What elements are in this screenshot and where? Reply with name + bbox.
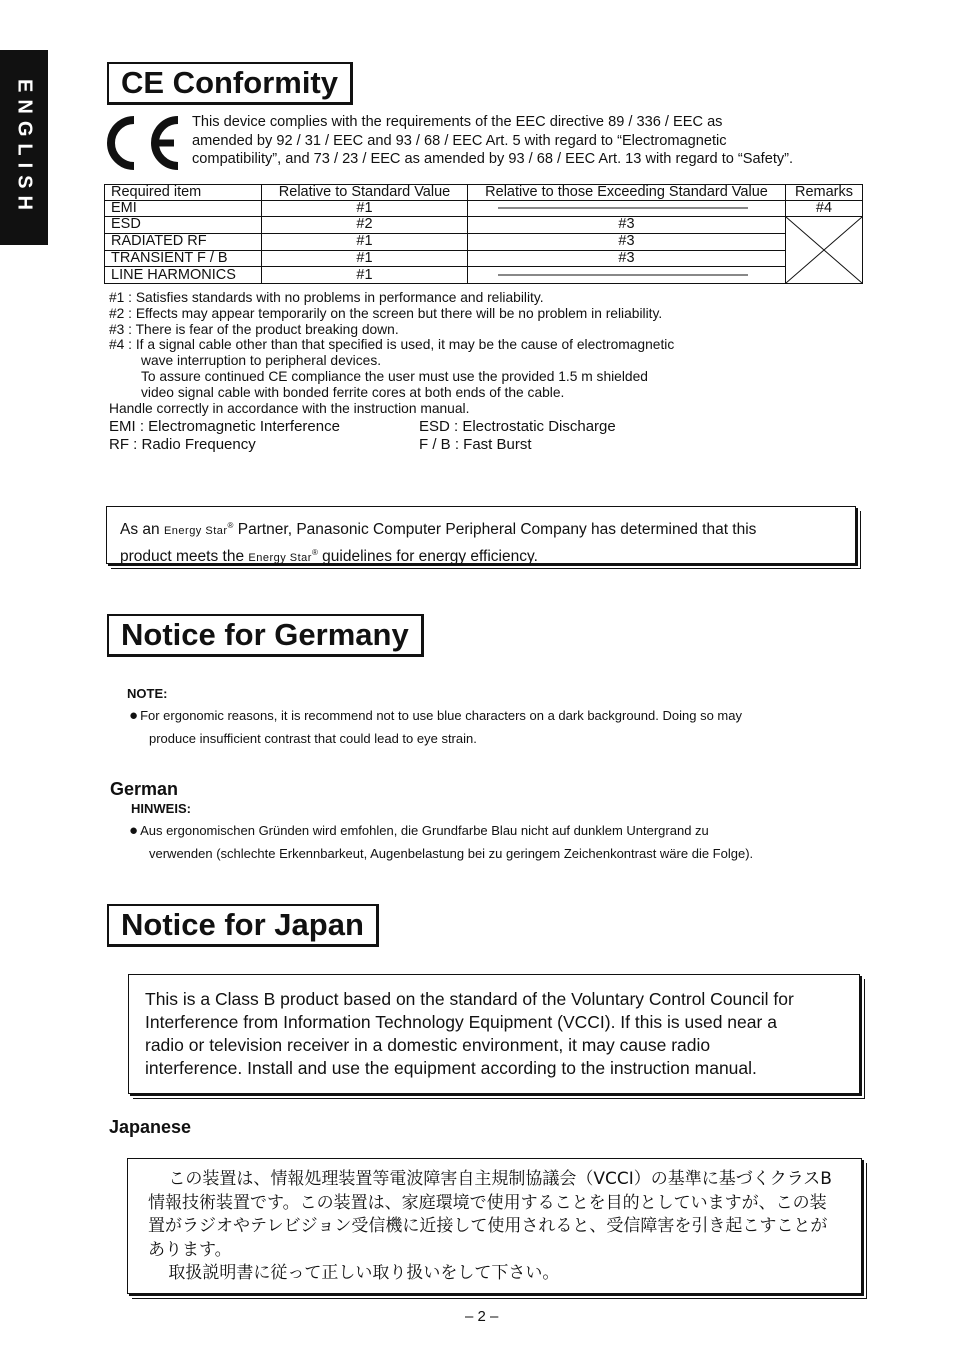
empty-remarks-cell [786,217,863,284]
table-row: EMI #1 #4 [105,201,863,217]
note-label: NOTE: [127,686,168,701]
page-number: – 2 – [465,1308,499,1325]
ce-compliance-text: This device complies with the requirements of the EEC directive 89 / 336 / EEC as amended by 92 / 31 / EEC and 93 / 68 / EEC Art. 5 with regard to “Electromagnetic compatibility”, and 73 / 23 / EEC as amended by 93 / 68 / EEC Art. 13 with regard to “Safety”. [192,114,794,167]
ce-notes: #1 : Satisfies standards with no problems in performance and reliability. #2 : Effects may appear temporarily on the screen but there will be no problem in reliability. #3 : There is fear of the product breaking down. #4 : If a signal cable other than that specified is used, it may be the cause of electromagnetic wave interruption to peripheral devices. To assure continued CE compliance the user must use the provided 1.5 m shielded video signal cable with bonded ferrite cores at both ends of the cable. Handle correctly in accordance with the instruction manual. [109,290,675,416]
table-row: RADIATED RF #1 #3 [105,233,863,250]
japanese-vcci-notice: この装置は、情報処理装置等電波障害自主規制協議会（VCCI）の基準に基づくクラスB情報技術装置です。この装置は、家庭環境で使用することを目的としていますが、この装置がラジオやテレビジョン受信機に近接して使用されると、受信障害を引き起こすことがあります。 取扱説明書に従って正しい取り扱いをして下さい。 [127,1158,862,1294]
german-label: German [110,779,179,799]
japan-heading: Notice for Japan [107,904,379,947]
vcci-notice: This is a Class B product based on the standard of the Voluntary Control Council for Interference from Information Technology Equipment (VCCI). If this is used near a radio or television receiver in a domestic environment, it may cause radio interference. Install and use the equipment according to the instruction manual. [128,974,860,1094]
header-required-item: Required item [105,185,262,201]
header-exceeding: Relative to those Exceeding Standard Value [468,185,786,201]
energy-star-name: Energy Star [163,525,228,538]
note-text: ● For ergonomic reasons, it is recommend not to use blue characters on a dark background. Doing so may produce insufficient contrast that could lead to eye strain. [129,704,742,750]
hinweis-text: ● Aus ergonomischen Gründen wird emfohlen, die Grundfarbe Blau nicht auf dunklem Untergrand zu verwenden (schlechte Erkennbarkeut, Augenbelastung bei zu geringem Zeichenkontrast wäre die Folge). [129,819,753,865]
empty-cell [468,267,786,284]
ce-mark-icon [104,114,182,172]
ce-conformity-heading: CE Conformity [107,62,353,105]
table-row: ESD #2 #3 [105,217,863,234]
table-row: TRANSIENT F / B #1 #3 [105,250,863,267]
requirements-table [104,184,863,284]
table-row: LINE HARMONICS #1 [105,267,863,284]
abbreviations: EMI : Electromagnetic Interference ESD : Electrostatic Discharge RF : Radio Frequency F / B : Fast Burst [109,418,616,453]
header-remarks: Remarks [786,185,863,201]
table-header-row [105,185,863,201]
empty-cell [468,201,786,217]
language-tab: ENGLISH [0,50,48,245]
japanese-label: Japanese [109,1117,192,1137]
germany-heading: Notice for Germany [107,614,424,657]
hinweis-label: HINWEIS: [131,801,191,816]
header-standard: Relative to Standard Value [262,185,468,201]
energy-star-notice: As an Energy Star® Partner, Panasonic Computer Peripheral Company has determined that this product meets the Energy Star® guidelines for energy efficiency. [106,506,856,564]
